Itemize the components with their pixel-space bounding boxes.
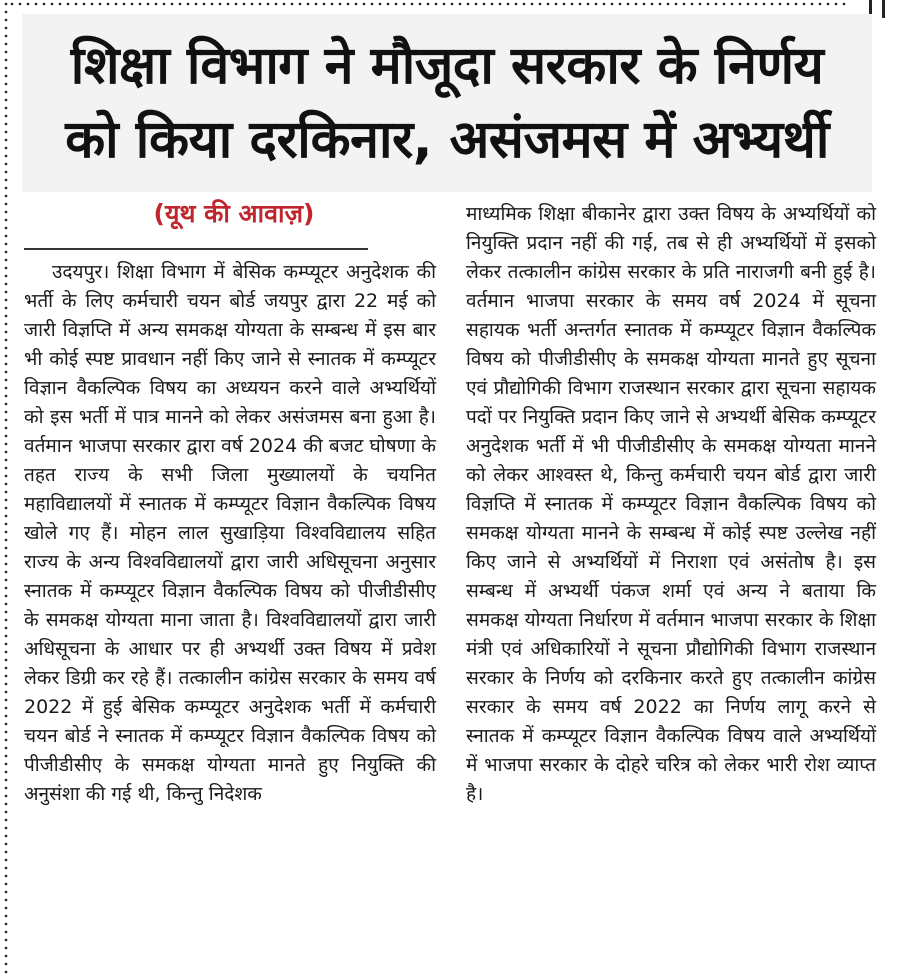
left-dotted-border [4,0,8,978]
byline-divider [24,248,368,250]
article-column-1: उदयपुर। शिक्षा विभाग में बेसिक कम्प्यूटर अनुदेशक की भर्ती के लिए कर्मचारी चयन बोर्ड जयपुर द्वारा 22 मई को जारी विज्ञप्ति में अन्य समकक्ष योग्यता के सम्बन्ध में इस बार भी कोई स्पष्ट प्रावधान नहीं किए जाने से स्नातक में कम्प्यूटर विज्ञान वैकल्पिक विषय का अध्ययन करने वाले अभ्यर्थियों को इस भर्ती में पात्र मानने को लेकर असंजमस बना हुआ है। वर्तमान भाजपा सरकार द्वारा वर्ष 2024 की बजट घोषणा के तहत राज्य के सभी जिला मुख्यालयों के चयनित महाविद्यालयों में स्नातक में कम्प्यूटर विज्ञान वैकल्पिक विषय खोले गए हैं। मोहन लाल सुखाड़िया विश्वविद्यालय सहित राज्य के अन्य विश्वविद्यालयों द्वारा जारी अधिसूचना अनुसार स्नातक में कम्प्यूटर विज्ञान वैकल्पिक विषय को पीजीडीसीए के समकक्ष योग्यता माना जाता है। विश्वविद्यालयों द्वारा जारी अधिसूचना के आधार पर ही अभ्यर्थी उक्त विषय में प्रवेश लेकर डिग्री कर रहे हैं। तत्कालीन कांग्रेस सरकार के समय वर्ष 2022 में हुई बेसिक कम्प्यूटर अनुदेशक भर्ती में कर्मचारी चयन बोर्ड ने स्नातक में कम्प्यूटर विज्ञान वैकल्पिक विषय को पीजीडीसीए के समकक्ष योग्यता मानते हुए नियुक्ति की अनुसंशा की गई थी, किन्तु निदेशक [24,261,436,805]
headline [65,29,829,177]
headline-line-1: शिक्षा विभाग ने मौजूदा सरकार के निर्णय [70,36,824,96]
headline-line-2: को किया दरकिनार, असंजमस में अभ्यर्थी [65,110,829,170]
article-column-2: माध्यमिक शिक्षा बीकानेर द्वारा उक्त विषय के अभ्यर्थियों को नियुक्ति प्रदान नहीं की गई, तब से ही अभ्यर्थियों में इसको लेकर तत्कालीन कांग्रेस सरकार के प्रति नाराजगी बनी हुई है। वर्तमान भाजपा सरकार के समय वर्ष 2024 में सूचना सहायक भर्ती अन्तर्गत स्नातक में कम्प्यूटर विज्ञान वैकल्पिक विषय को पीजीडीसीए के समकक्ष योग्यता मानते हुए सूचना एवं प्रौद्योगिकी विभाग राजस्थान सरकार द्वारा सूचना सहायक पदों पर नियुक्ति प्रदान किए जाने से अभ्यर्थी बेसिक कम्प्यूटर अनुदेशक भर्ती में भी पीजीडीसीए के समकक्ष योग्यता मानने को लेकर आश्वस्त थे, किन्तु कर्मचारी चयन बोर्ड द्वारा जारी विज्ञप्ति में स्नातक में कम्प्यूटर विज्ञान वैकल्पिक विषय को समकक्ष योग्यता मानने के सम्बन्ध में कोई स्पष्ट उल्लेख नहीं किए जाने से अभ्यर्थियों में निराशा एवं असंतोष है। इस सम्बन्ध में अभ्यर्थी पंकज शर्मा एवं अन्य ने बताया कि समकक्ष योग्यता निर्धारण में वर्तमान भाजपा सरकार के शिक्षा मंत्री एवं अधिकारियों ने सूचना प्रौद्योगिकी विभाग राजस्थान सरकार के निर्णय को दरकिनार करते हुए तत्कालीन कांग्रेस सरकार के समय वर्ष 2022 का निर्णय लागू करने से स्नातक में कम्प्यूटर विज्ञान वैकल्पिक विषय वाले अभ्यर्थियों में भाजपा सरकार के दोहरे चरित्र को लेकर भारी रोश व्याप्त है। [466,203,876,805]
top-dotted-border [8,2,848,6]
byline: (यूथ की आवाज़) [153,199,315,228]
headline-box [22,14,872,192]
